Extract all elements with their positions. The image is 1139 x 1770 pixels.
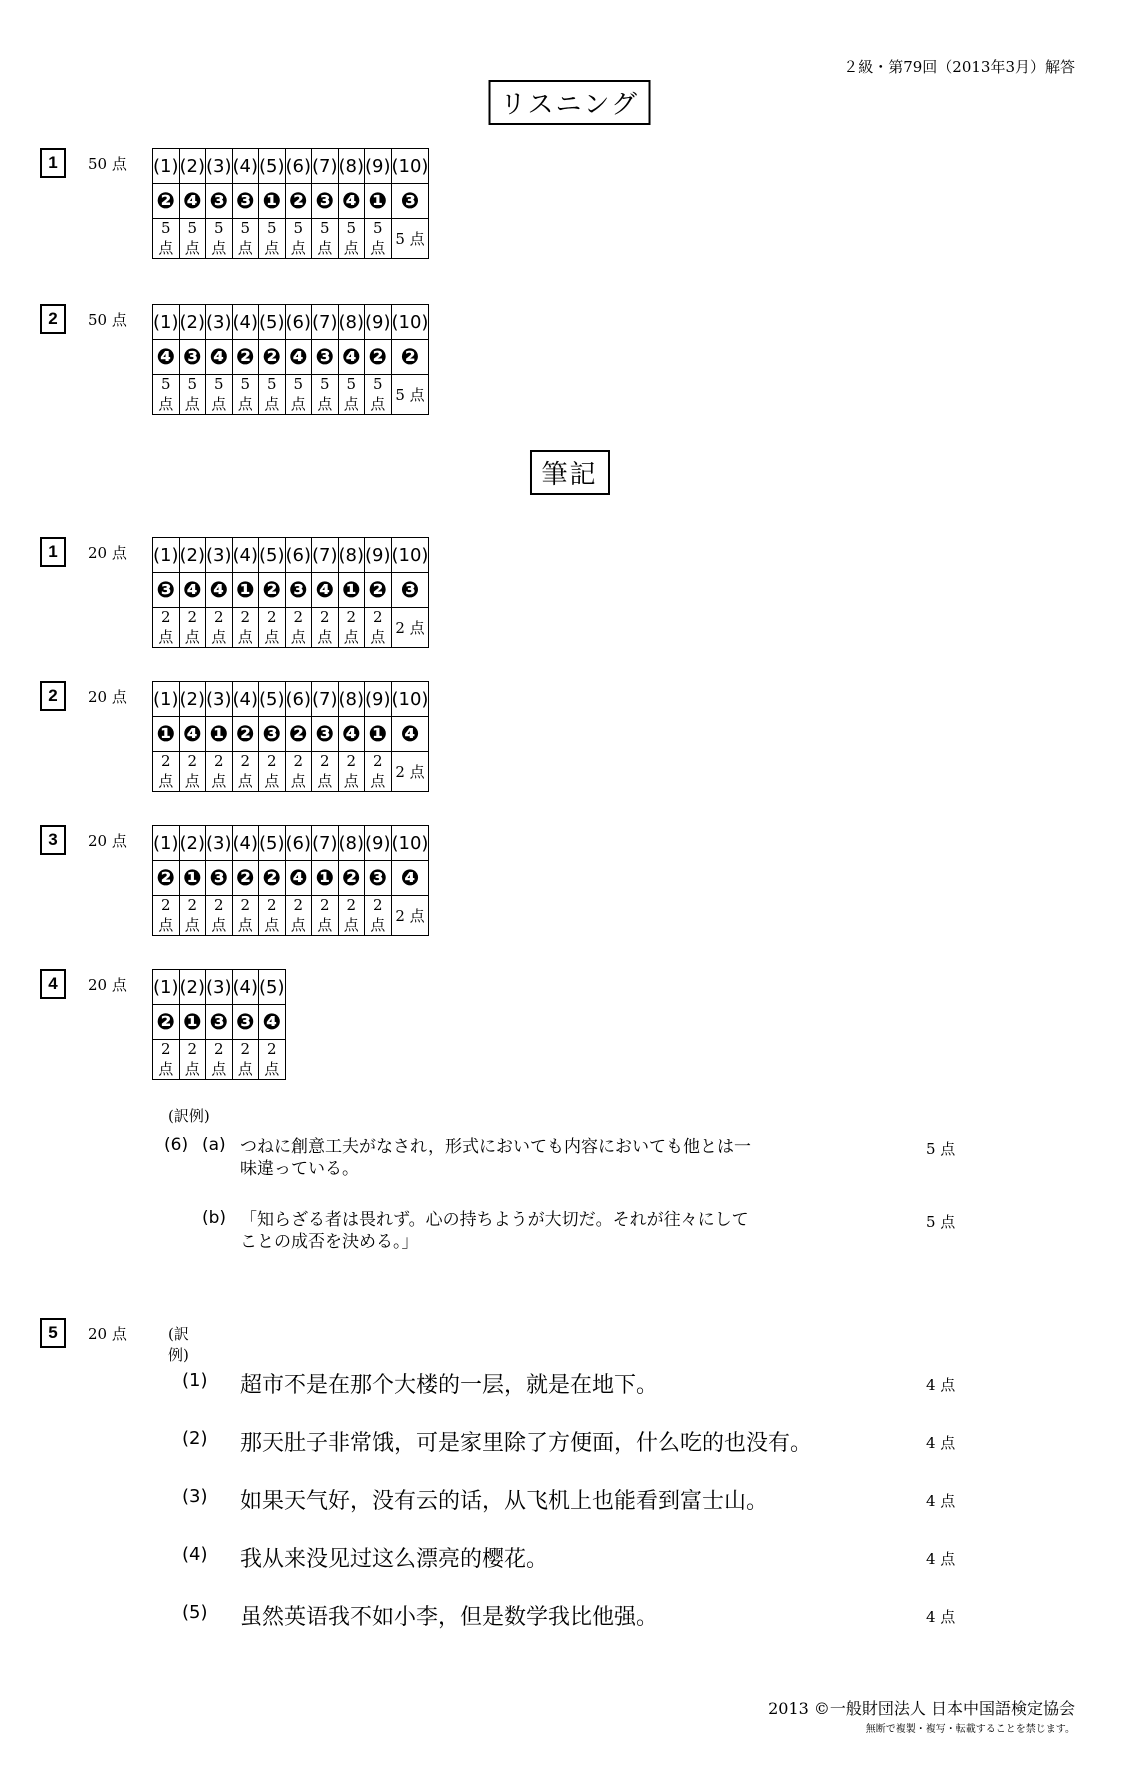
answer-cell: ❸	[232, 184, 259, 219]
item-label: (9)	[365, 305, 392, 340]
item-label: (9)	[365, 149, 392, 184]
answer-cell: ❸	[232, 1005, 259, 1040]
item-label: (9)	[365, 826, 392, 861]
question-number: 5	[40, 1318, 66, 1348]
score-cell: 2 点	[285, 608, 312, 648]
score-cell: 5 点	[206, 375, 233, 415]
score-cell: 2 点	[259, 1040, 286, 1080]
item-label: (1)	[153, 682, 180, 717]
answer-cell: ❸	[179, 340, 206, 375]
item-label: (8)	[338, 826, 365, 861]
item-label-6: (6)	[164, 1135, 189, 1155]
question-number: 1	[40, 537, 66, 567]
translation-a-line1: つねに創意工夫がなされ，形式においても内容においても他とは一	[240, 1137, 752, 1157]
answer-cell: ❷	[153, 184, 180, 219]
item-label: (6)	[285, 538, 312, 573]
score-cell: 2 点	[259, 608, 286, 648]
item-label: (4)	[232, 682, 259, 717]
item-label: (7)	[312, 538, 339, 573]
answer-cell: ❶	[338, 573, 365, 608]
answer-cell: ❷	[285, 717, 312, 752]
item-label: (2)	[179, 305, 206, 340]
translation-a-line2: 味違っている。	[240, 1159, 359, 1179]
answer-cell: ❹	[179, 717, 206, 752]
answer-cell: ❹	[179, 184, 206, 219]
item-label: (1)	[153, 538, 180, 573]
item-label: (6)	[285, 826, 312, 861]
question-points: 20 点	[88, 544, 127, 562]
score-cell: 2 点	[206, 608, 233, 648]
score-cell: 2 点	[232, 608, 259, 648]
footer-copyright: 2013 ©一般財団法人 日本中国語検定協会	[768, 1699, 1075, 1718]
answer-cell: ❷	[259, 340, 286, 375]
score-cell: 2 点	[153, 1040, 180, 1080]
score-cell: 2 点	[179, 752, 206, 792]
score-cell: 5 点	[153, 219, 180, 259]
header-exam-info: ２級・第79回（2013年3月）解答	[843, 58, 1075, 76]
answer-cell: ❷	[153, 861, 180, 896]
score-cell: 2 点	[312, 896, 339, 936]
item-label: (2)	[182, 1428, 208, 1449]
translation-b-line2: ことの成否を決める。」	[240, 1232, 419, 1252]
answer-cell: ❶	[365, 184, 392, 219]
answer-cell: ❸	[365, 861, 392, 896]
item-label: (1)	[153, 970, 180, 1005]
item-label: (4)	[232, 970, 259, 1005]
answer-cell: ❷	[232, 717, 259, 752]
answer-table	[152, 825, 429, 936]
score-cell: 5 点	[391, 219, 429, 259]
answer-cell: ❸	[206, 1005, 233, 1040]
answer-cell: ❶	[206, 717, 233, 752]
score-cell: 5 点	[338, 219, 365, 259]
translation-text: 超市不是在那个大楼的一层，就是在地下。	[240, 1373, 659, 1398]
score-cell: 5 点	[232, 375, 259, 415]
score-cell: 2 点	[365, 608, 392, 648]
answer-cell: ❷	[232, 861, 259, 896]
answer-cell: ❸	[259, 717, 286, 752]
item-label: (2)	[179, 826, 206, 861]
score-cell: 5 点	[285, 375, 312, 415]
item-label: (10)	[391, 682, 429, 717]
answer-cell: ❹	[312, 573, 339, 608]
item-label: (5)	[259, 305, 286, 340]
sub-label-b: (b)	[202, 1208, 227, 1228]
answer-cell: ❹	[285, 861, 312, 896]
item-label: (5)	[259, 538, 286, 573]
item-label: (2)	[179, 682, 206, 717]
answer-cell: ❷	[365, 573, 392, 608]
answer-cell: ❹	[153, 340, 180, 375]
score-cell: 2 点	[232, 896, 259, 936]
score-cell: 2 点	[338, 896, 365, 936]
item-label: (5)	[182, 1602, 208, 1623]
score-cell: 5 点	[285, 219, 312, 259]
translation-points: 4 点	[926, 1608, 956, 1626]
answer-cell: ❸	[153, 573, 180, 608]
score-cell: 2 点	[312, 608, 339, 648]
item-label: (3)	[182, 1486, 208, 1507]
question-number: 1	[40, 148, 66, 178]
answer-cell: ❷	[259, 573, 286, 608]
answer-cell: ❹	[285, 340, 312, 375]
answer-cell: ❸	[312, 184, 339, 219]
score-cell: 2 点	[312, 752, 339, 792]
answer-cell: ❹	[206, 573, 233, 608]
score-cell: 5 点	[259, 219, 286, 259]
score-cell: 2 点	[365, 896, 392, 936]
question-points: 50 点	[88, 155, 127, 173]
item-label: (8)	[338, 538, 365, 573]
score-cell: 2 点	[179, 608, 206, 648]
answer-cell: ❸	[391, 184, 429, 219]
section-title-listening: リスニング	[488, 80, 651, 125]
item-label: (2)	[179, 970, 206, 1005]
translation-text: 如果天气好，没有云的话，从飞机上也能看到富士山。	[240, 1489, 769, 1514]
score-cell: 2 点	[179, 1040, 206, 1080]
score-cell: 5 点	[365, 219, 392, 259]
answer-cell: ❹	[206, 340, 233, 375]
score-cell: 5 点	[206, 219, 233, 259]
answer-cell: ❷	[391, 340, 429, 375]
question-number: 2	[40, 304, 66, 334]
answer-cell: ❶	[179, 861, 206, 896]
answer-cell: ❷	[232, 340, 259, 375]
answer-cell: ❸	[391, 573, 429, 608]
item-label: (3)	[206, 305, 233, 340]
translation-text: 那天肚子非常饿，可是家里除了方便面，什么吃的也没有。	[240, 1431, 813, 1456]
answer-cell: ❹	[338, 340, 365, 375]
score-cell: 2 点	[391, 608, 429, 648]
answer-cell: ❹	[391, 861, 429, 896]
score-cell: 2 点	[285, 752, 312, 792]
question-points: 20 点	[88, 1325, 127, 1343]
score-cell: 2 点	[365, 752, 392, 792]
answer-cell: ❶	[153, 717, 180, 752]
score-cell: 2 点	[153, 752, 180, 792]
score-cell: 2 点	[338, 752, 365, 792]
item-label: (10)	[391, 149, 429, 184]
item-label: (7)	[312, 826, 339, 861]
answer-cell: ❸	[206, 861, 233, 896]
item-label: (8)	[338, 149, 365, 184]
score-cell: 2 点	[206, 752, 233, 792]
item-label: (2)	[179, 149, 206, 184]
item-label: (1)	[153, 826, 180, 861]
translation-a-points: 5 点	[926, 1140, 956, 1158]
item-label: (5)	[259, 826, 286, 861]
question-points: 50 点	[88, 311, 127, 329]
translation-b-points: 5 点	[926, 1213, 956, 1231]
answer-cell: ❹	[391, 717, 429, 752]
answer-cell: ❹	[259, 1005, 286, 1040]
answer-cell: ❶	[179, 1005, 206, 1040]
item-label: (3)	[206, 682, 233, 717]
question-points: 20 点	[88, 976, 127, 994]
item-label: (5)	[259, 970, 286, 1005]
question-points: 20 点	[88, 832, 127, 850]
answer-cell: ❷	[153, 1005, 180, 1040]
translation-text: 虽然英语我不如小李，但是数学我比他强。	[240, 1605, 659, 1630]
item-label: (4)	[232, 826, 259, 861]
answer-cell: ❷	[365, 340, 392, 375]
translation-points: 4 点	[926, 1492, 956, 1510]
score-cell: 5 点	[312, 219, 339, 259]
translation-text: 我从来没见过这么漂亮的樱花。	[240, 1547, 549, 1572]
item-label: (5)	[259, 149, 286, 184]
answer-table	[152, 304, 429, 415]
answer-table	[152, 681, 429, 792]
score-cell: 2 点	[259, 752, 286, 792]
answer-table	[152, 148, 429, 259]
answer-cell: ❶	[365, 717, 392, 752]
answer-cell: ❹	[179, 573, 206, 608]
answer-cell: ❶	[232, 573, 259, 608]
answer-table	[152, 969, 286, 1080]
question-number: 2	[40, 681, 66, 711]
item-label: (4)	[182, 1544, 208, 1565]
answer-cell: ❸	[285, 573, 312, 608]
item-label: (1)	[153, 149, 180, 184]
translation-points: 4 点	[926, 1550, 956, 1568]
footer-notice: 無断で複製・複写・転載することを禁じます。	[865, 1724, 1075, 1735]
item-label: (10)	[391, 538, 429, 573]
score-cell: 5 点	[232, 219, 259, 259]
question-points: 20 点	[88, 688, 127, 706]
translation-points: 4 点	[926, 1376, 956, 1394]
item-label: (1)	[182, 1370, 208, 1391]
score-cell: 2 点	[391, 896, 429, 936]
translation-note: (訳例)	[168, 1107, 210, 1125]
answer-cell: ❹	[338, 717, 365, 752]
item-label: (6)	[285, 149, 312, 184]
answer-cell: ❸	[312, 340, 339, 375]
item-label: (7)	[312, 149, 339, 184]
item-label: (10)	[391, 826, 429, 861]
translation-points: 4 点	[926, 1434, 956, 1452]
score-cell: 5 点	[179, 219, 206, 259]
answer-cell: ❸	[206, 184, 233, 219]
item-label: (3)	[206, 826, 233, 861]
score-cell: 2 点	[285, 896, 312, 936]
score-cell: 5 点	[338, 375, 365, 415]
item-label: (5)	[259, 682, 286, 717]
item-label: (8)	[338, 305, 365, 340]
answer-cell: ❶	[312, 861, 339, 896]
score-cell: 2 点	[232, 752, 259, 792]
translation-note: (訳例)	[168, 1325, 189, 1364]
score-cell: 5 点	[365, 375, 392, 415]
item-label: (4)	[232, 305, 259, 340]
score-cell: 5 点	[153, 375, 180, 415]
item-label: (2)	[179, 538, 206, 573]
item-label: (7)	[312, 682, 339, 717]
answer-cell: ❷	[285, 184, 312, 219]
score-cell: 2 点	[206, 1040, 233, 1080]
score-cell: 5 点	[312, 375, 339, 415]
item-label: (3)	[206, 149, 233, 184]
section-title-writing: 筆記	[529, 450, 609, 495]
sub-label-a: (a)	[202, 1135, 226, 1155]
item-label: (4)	[232, 149, 259, 184]
score-cell: 5 点	[179, 375, 206, 415]
item-label: (7)	[312, 305, 339, 340]
answer-cell: ❷	[259, 861, 286, 896]
item-label: (8)	[338, 682, 365, 717]
score-cell: 2 点	[391, 752, 429, 792]
item-label: (3)	[206, 538, 233, 573]
item-label: (1)	[153, 305, 180, 340]
question-number: 3	[40, 825, 66, 855]
item-label: (6)	[285, 305, 312, 340]
score-cell: 2 点	[206, 896, 233, 936]
question-number: 4	[40, 969, 66, 999]
item-label: (9)	[365, 538, 392, 573]
score-cell: 2 点	[179, 896, 206, 936]
translation-b-line1: 「知らざる者は畏れず。心の持ちようが大切だ。それが往々にして	[240, 1210, 749, 1230]
score-cell: 2 点	[153, 896, 180, 936]
score-cell: 2 点	[232, 1040, 259, 1080]
item-label: (6)	[285, 682, 312, 717]
answer-cell: ❹	[338, 184, 365, 219]
item-label: (3)	[206, 970, 233, 1005]
answer-cell: ❶	[259, 184, 286, 219]
item-label: (10)	[391, 305, 429, 340]
answer-table	[152, 537, 429, 648]
score-cell: 2 点	[338, 608, 365, 648]
answer-cell: ❸	[312, 717, 339, 752]
score-cell: 5 点	[259, 375, 286, 415]
item-label: (4)	[232, 538, 259, 573]
score-cell: 2 点	[259, 896, 286, 936]
answer-cell: ❷	[338, 861, 365, 896]
score-cell: 2 点	[153, 608, 180, 648]
item-label: (9)	[365, 682, 392, 717]
score-cell: 5 点	[391, 375, 429, 415]
